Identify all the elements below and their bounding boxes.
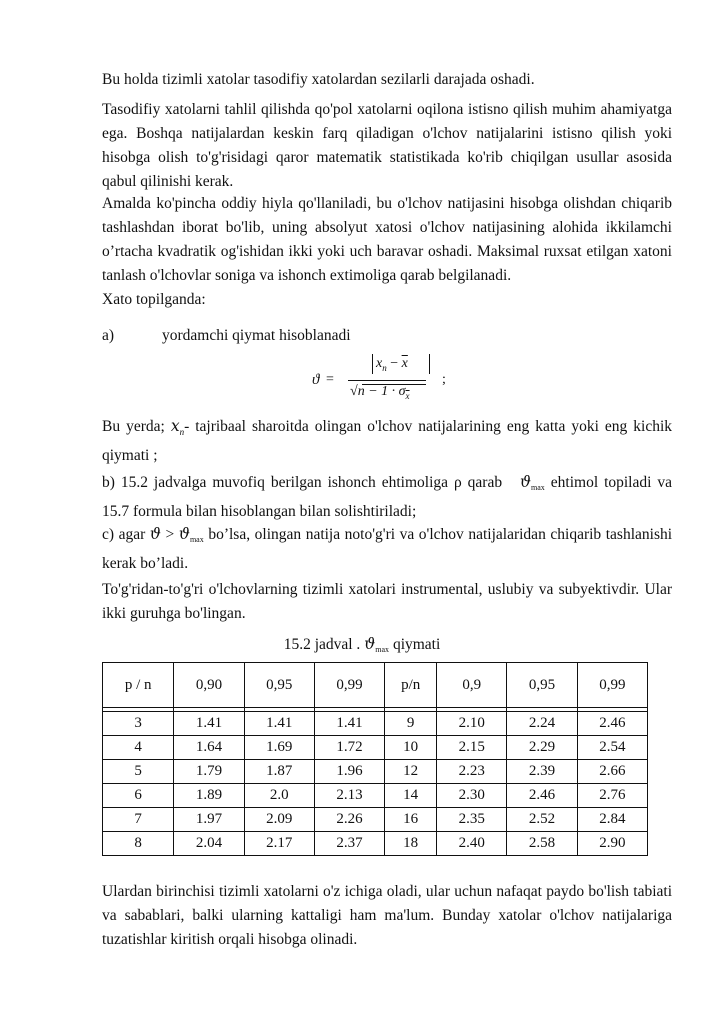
table-cell: 2.04 — [174, 832, 244, 856]
table-cell: 1.41 — [244, 712, 314, 736]
table-cell: 2.66 — [577, 760, 647, 784]
paragraph-direct: To'g'ridan-to'g'ri o'lchovlarning tizimli xatolari instrumental, uslubiy va subyektivdir. Ular ikki guruhga bo'lingan. — [102, 581, 672, 622]
table-cell: 2.26 — [314, 808, 384, 832]
table-cell: 18 — [385, 832, 437, 856]
table-cell: 2.29 — [507, 736, 577, 760]
table-cell: 2.15 — [437, 736, 507, 760]
table-cell: 6 — [103, 784, 174, 808]
table-cell: 2.24 — [507, 712, 577, 736]
table-cell: 14 — [385, 784, 437, 808]
table-cell: 2.40 — [437, 832, 507, 856]
table-cell: 12 — [385, 760, 437, 784]
list-text-a: yordamchi qiymat hisoblanadi — [162, 327, 351, 344]
formula-sqrt-bar — [362, 384, 426, 385]
list-label-a: a) — [102, 327, 115, 344]
table-header: 0,9 — [437, 663, 507, 708]
table-cell: 2.39 — [507, 760, 577, 784]
formula-fraction-bar — [348, 380, 426, 381]
paragraph-first-group: Ulardan birinchisi tizimli xatolarni o'z ichiga oladi, ular uchun nafaqat paydo bo'lish tabiati va sabablari, balki ularning kattaligi ham ma'lum. Bunday xatolar o'lchov natijalariga tuzatishlar kiritish orqali hisobga olinadi. — [102, 883, 672, 948]
paragraph-c: c) agar ϑ > ϑmax bo’lsa, olingan natija noto'g'ri va o'lchov natijalaridan chiqarib tashlanishi kerak bo’ladi. — [102, 525, 673, 572]
table-header: p / n — [103, 663, 174, 708]
table-row — [103, 832, 648, 856]
table-cell: 2.17 — [244, 832, 314, 856]
table-cell: 2.58 — [507, 832, 577, 856]
table-cell: 2.52 — [507, 808, 577, 832]
table-cell: 1.69 — [244, 736, 314, 760]
table-header: 0,99 — [314, 663, 384, 708]
table-cell: 1.41 — [174, 712, 244, 736]
table-header: 0,95 — [507, 663, 577, 708]
table-caption: 15.2 jadval . ϑmax qiymati — [283, 635, 441, 654]
table-cell: 1.96 — [314, 760, 384, 784]
theta-max-table — [102, 662, 648, 856]
table-cell: 4 — [103, 736, 174, 760]
table-cell: 1.64 — [174, 736, 244, 760]
table-header: p/n — [385, 663, 437, 708]
formula-denominator: $√n - 1 \cdot \sigma_{\overline{x}}$ — [350, 384, 410, 401]
table-row — [103, 784, 648, 808]
table-cell: 2.23 — [437, 760, 507, 784]
formula-numerator: $x_n - \overline{x}$ — [376, 356, 408, 373]
table-cell: 2.30 — [437, 784, 507, 808]
table-cell: 1.72 — [314, 736, 384, 760]
table-cell: 2.46 — [507, 784, 577, 808]
table-row — [103, 736, 648, 760]
paragraph-intro: Bu holda tizimli xatolar tasodifiy xatolardan sezilarli darajada oshadi. — [102, 71, 535, 88]
table-cell: 2.09 — [244, 808, 314, 832]
table-cell: 2.76 — [577, 784, 647, 808]
table-cell: 8 — [103, 832, 174, 856]
table-header-row — [103, 663, 648, 708]
formula-equals: = — [326, 372, 334, 387]
table-cell: 2.54 — [577, 736, 647, 760]
table-header: 0,90 — [174, 663, 244, 708]
table-row — [103, 808, 648, 832]
table-cell: 2.0 — [244, 784, 314, 808]
table-header: 0,99 — [577, 663, 647, 708]
table-cell: 2.90 — [577, 832, 647, 856]
table-cell: 5 — [103, 760, 174, 784]
table-cell: 7 — [103, 808, 174, 832]
paragraph-where: Bu yerda; $x_n-$ tajribaal sharoitda olingan o'lchov natijalarining eng katta yoki eng kichik qiymati ; — [102, 417, 673, 465]
paragraph-practice: Amalda ko'pincha oddiy hiyla qo'llaniladi, bu o'lchov natijasini hisobga olishdan chiqarib tashlashdan iborat bo'lib, uning absolyut xatosi o'lchov natijasining alohida ikkilamchi o’rtacha kvadratik og'ishidan ikki yoki uch baravar oshadi. Maksimal ruxsat etilgan xatoni tanlash o'lchovlar soniga va ishonch extimoliga qarab belgilanadi. — [102, 195, 672, 284]
table-cell: 1.79 — [174, 760, 244, 784]
formula-semicolon: ; — [442, 372, 446, 387]
table-cell: 3 — [103, 712, 174, 736]
table-row — [103, 712, 648, 736]
table-cell: 16 — [385, 808, 437, 832]
table-cell: 10 — [385, 736, 437, 760]
table-row — [103, 760, 648, 784]
table-cell: 1.89 — [174, 784, 244, 808]
table-cell: 1.87 — [244, 760, 314, 784]
paragraph-b: b) 15.2 jadvalga muvofiq berilgan ishonch ehtimoliga ρ qarab ϑmax ehtimol topiladi va 15.7 formula bilan hisoblangan bilan solishtiriladi; — [102, 473, 673, 520]
paragraph-error-found: Xato topilganda: — [102, 291, 206, 308]
table-cell: 2.84 — [577, 808, 647, 832]
formula-theta-symbol: ϑ — [312, 372, 320, 388]
table-cell: 2.10 — [437, 712, 507, 736]
paragraph-random-errors: Tasodifiy xatolarni tahlil qilishda qo'pol xatolarni oqilona istisno qilish muhim ahamiyatga ega. Boshqa natijalardan keskin farq qiladigan o'lchov natijalarini istisno qilish yoki hisobga olish to'g'risidagi qaror matematik statistikada ko'rib chiqilgan usullar asosida qabul qilinishi kerak. — [102, 101, 672, 190]
table-cell: 2.13 — [314, 784, 384, 808]
table-cell: 2.46 — [577, 712, 647, 736]
table-cell: 2.37 — [314, 832, 384, 856]
table-cell: 1.41 — [314, 712, 384, 736]
table-cell: 2.35 — [437, 808, 507, 832]
table-cell: 1.97 — [174, 808, 244, 832]
list-item-a — [102, 324, 351, 348]
table-cell: 9 — [385, 712, 437, 736]
table-header: 0,95 — [244, 663, 314, 708]
